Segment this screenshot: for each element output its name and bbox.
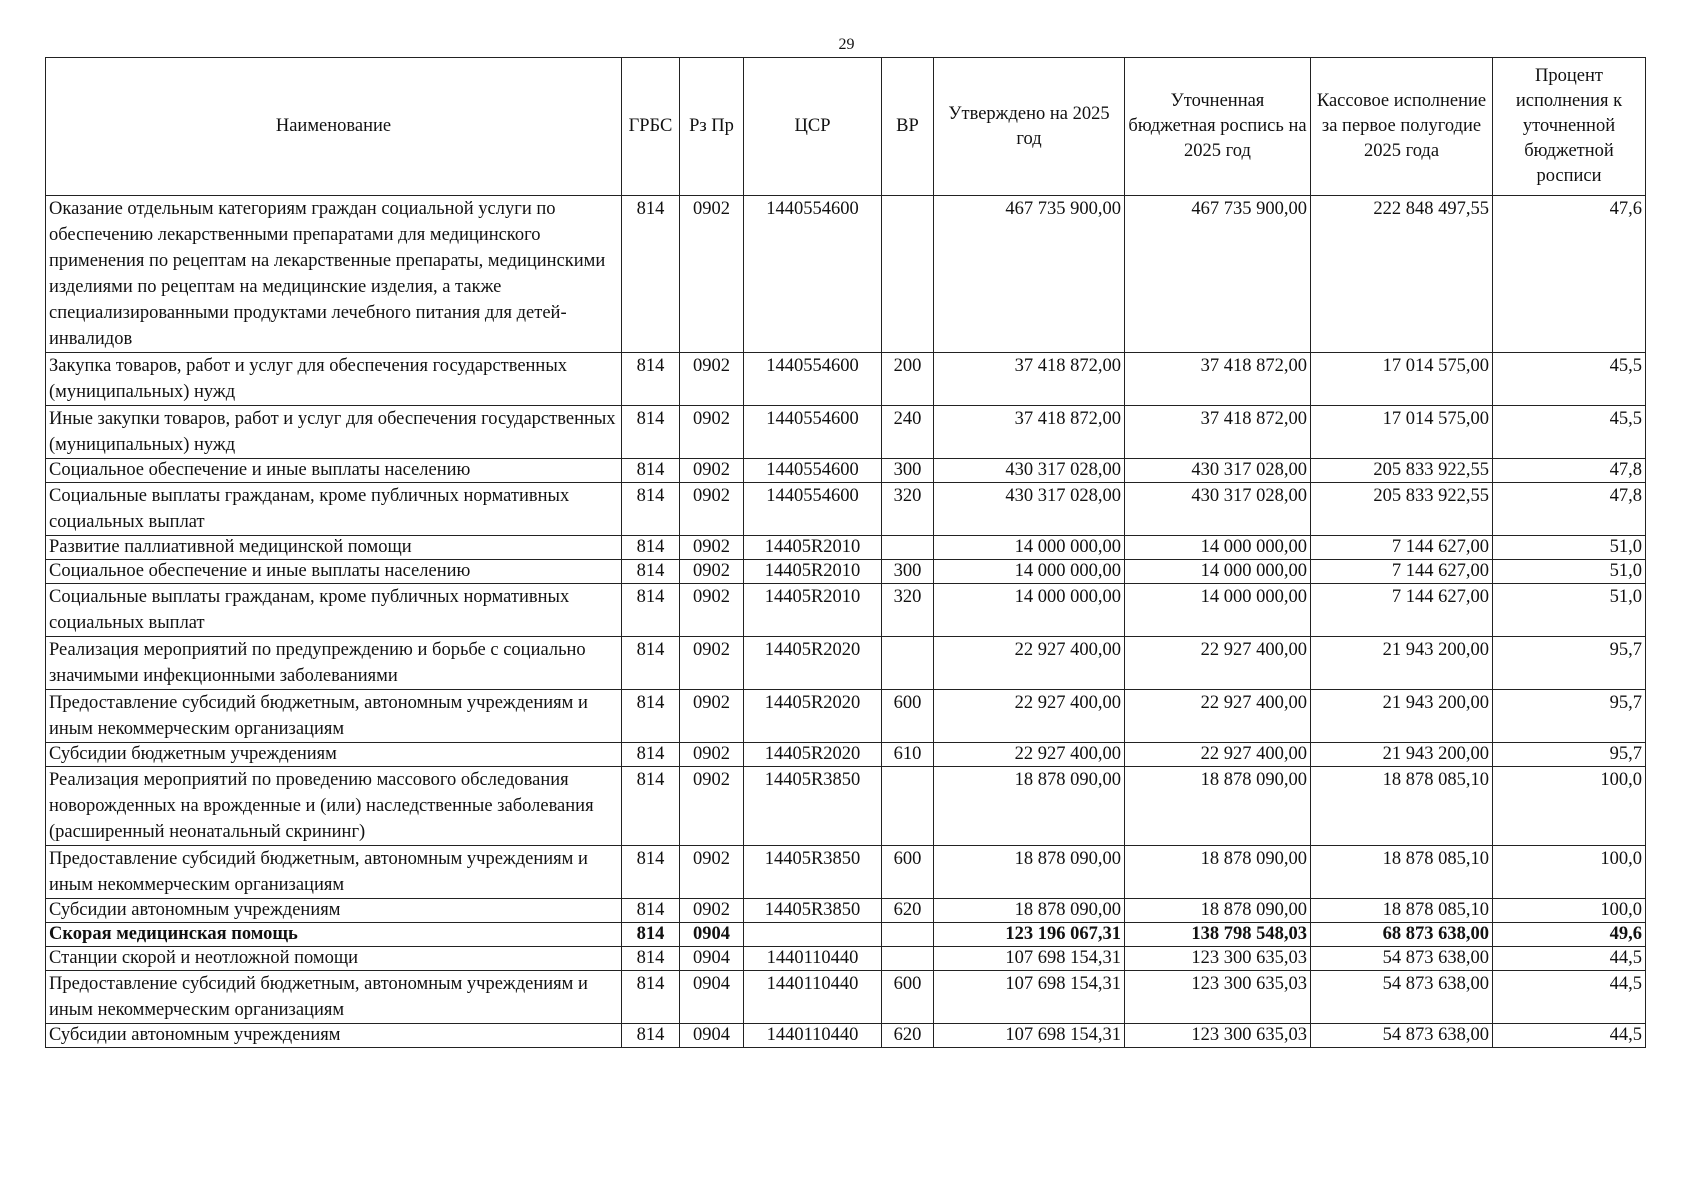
cell-approved: 14 000 000,00 xyxy=(934,536,1125,560)
table-row xyxy=(46,560,1646,584)
header-rzpr: Рз Пр xyxy=(680,58,744,196)
table-row xyxy=(46,196,1646,353)
cell-percent: 51,0 xyxy=(1493,560,1646,584)
header-csr: ЦСР xyxy=(744,58,882,196)
cell-cash: 7 144 627,00 xyxy=(1311,584,1493,637)
cell-rzpr: 0902 xyxy=(680,743,744,767)
cell-refined: 37 418 872,00 xyxy=(1125,353,1311,406)
cell-csr: 14405R2010 xyxy=(744,536,882,560)
table-row xyxy=(46,971,1646,1024)
cell-vr: 620 xyxy=(882,1024,934,1048)
cell-approved: 107 698 154,31 xyxy=(934,1024,1125,1048)
cell-vr: 610 xyxy=(882,743,934,767)
budget-execution-table xyxy=(45,57,1646,1048)
table-row xyxy=(46,459,1646,483)
cell-grbs: 814 xyxy=(622,767,680,846)
cell-cash: 18 878 085,10 xyxy=(1311,767,1493,846)
cell-refined: 138 798 548,03 xyxy=(1125,923,1311,947)
cell-percent: 95,7 xyxy=(1493,743,1646,767)
table-row xyxy=(46,584,1646,637)
cell-grbs: 814 xyxy=(622,846,680,899)
cell-cash: 7 144 627,00 xyxy=(1311,560,1493,584)
cell-cash: 17 014 575,00 xyxy=(1311,406,1493,459)
cell-refined: 22 927 400,00 xyxy=(1125,743,1311,767)
cell-grbs: 814 xyxy=(622,923,680,947)
cell-rzpr: 0902 xyxy=(680,536,744,560)
header-name: Наименование xyxy=(46,58,622,196)
cell-approved: 430 317 028,00 xyxy=(934,459,1125,483)
cell-grbs: 814 xyxy=(622,536,680,560)
cell-percent: 44,5 xyxy=(1493,1024,1646,1048)
cell-name: Субсидии автономным учреждениям xyxy=(46,1024,622,1048)
cell-approved: 14 000 000,00 xyxy=(934,584,1125,637)
cell-name: Иные закупки товаров, работ и услуг для обеспечения государственных (муниципальных) нужд xyxy=(46,406,622,459)
cell-name: Субсидии автономным учреждениям xyxy=(46,899,622,923)
cell-vr xyxy=(882,947,934,971)
cell-approved: 467 735 900,00 xyxy=(934,196,1125,353)
cell-rzpr: 0902 xyxy=(680,196,744,353)
cell-name: Станции скорой и неотложной помощи xyxy=(46,947,622,971)
cell-refined: 430 317 028,00 xyxy=(1125,483,1311,536)
cell-cash: 54 873 638,00 xyxy=(1311,1024,1493,1048)
cell-percent: 44,5 xyxy=(1493,947,1646,971)
cell-rzpr: 0902 xyxy=(680,690,744,743)
cell-vr: 320 xyxy=(882,584,934,637)
cell-grbs: 814 xyxy=(622,743,680,767)
cell-name: Субсидии бюджетным учреждениям xyxy=(46,743,622,767)
cell-cash: 18 878 085,10 xyxy=(1311,899,1493,923)
cell-rzpr: 0902 xyxy=(680,353,744,406)
cell-rzpr: 0902 xyxy=(680,459,744,483)
cell-approved: 22 927 400,00 xyxy=(934,690,1125,743)
cell-approved: 14 000 000,00 xyxy=(934,560,1125,584)
cell-cash: 18 878 085,10 xyxy=(1311,846,1493,899)
cell-grbs: 814 xyxy=(622,196,680,353)
cell-grbs: 814 xyxy=(622,584,680,637)
cell-percent: 47,6 xyxy=(1493,196,1646,353)
cell-csr: 14405R2010 xyxy=(744,560,882,584)
table-row xyxy=(46,1024,1646,1048)
cell-refined: 22 927 400,00 xyxy=(1125,637,1311,690)
cell-grbs: 814 xyxy=(622,560,680,584)
cell-percent: 51,0 xyxy=(1493,584,1646,637)
cell-vr xyxy=(882,637,934,690)
cell-rzpr: 0902 xyxy=(680,637,744,690)
cell-percent: 45,5 xyxy=(1493,406,1646,459)
cell-cash: 222 848 497,55 xyxy=(1311,196,1493,353)
cell-rzpr: 0904 xyxy=(680,971,744,1024)
header-vr: ВР xyxy=(882,58,934,196)
cell-refined: 467 735 900,00 xyxy=(1125,196,1311,353)
cell-vr: 300 xyxy=(882,459,934,483)
cell-rzpr: 0904 xyxy=(680,947,744,971)
cell-percent: 51,0 xyxy=(1493,536,1646,560)
cell-cash: 54 873 638,00 xyxy=(1311,947,1493,971)
table-row xyxy=(46,690,1646,743)
table-row xyxy=(46,637,1646,690)
cell-vr xyxy=(882,196,934,353)
table-row xyxy=(46,947,1646,971)
cell-csr: 1440554600 xyxy=(744,406,882,459)
cell-name: Социальное обеспечение и иные выплаты населению xyxy=(46,560,622,584)
header-cash: Кассовое исполнение за первое полугодие 2025 года xyxy=(1311,58,1493,196)
cell-grbs: 814 xyxy=(622,483,680,536)
cell-percent: 49,6 xyxy=(1493,923,1646,947)
cell-refined: 18 878 090,00 xyxy=(1125,767,1311,846)
cell-csr: 14405R2010 xyxy=(744,584,882,637)
cell-rzpr: 0902 xyxy=(680,584,744,637)
table-row xyxy=(46,899,1646,923)
cell-cash: 17 014 575,00 xyxy=(1311,353,1493,406)
cell-name: Социальные выплаты гражданам, кроме публичных нормативных социальных выплат xyxy=(46,584,622,637)
cell-approved: 430 317 028,00 xyxy=(934,483,1125,536)
cell-refined: 14 000 000,00 xyxy=(1125,536,1311,560)
cell-grbs: 814 xyxy=(622,459,680,483)
header-refined: Уточненная бюджетная роспись на 2025 год xyxy=(1125,58,1311,196)
cell-grbs: 814 xyxy=(622,899,680,923)
cell-rzpr: 0902 xyxy=(680,767,744,846)
cell-csr: 1440554600 xyxy=(744,353,882,406)
cell-vr: 320 xyxy=(882,483,934,536)
cell-grbs: 814 xyxy=(622,637,680,690)
cell-vr: 600 xyxy=(882,846,934,899)
cell-vr: 620 xyxy=(882,899,934,923)
cell-refined: 123 300 635,03 xyxy=(1125,1024,1311,1048)
cell-name: Реализация мероприятий по предупреждению и борьбе с социально значимыми инфекционными заболеваниями xyxy=(46,637,622,690)
cell-rzpr: 0902 xyxy=(680,899,744,923)
cell-vr xyxy=(882,536,934,560)
table-row xyxy=(46,923,1646,947)
cell-vr: 200 xyxy=(882,353,934,406)
cell-rzpr: 0904 xyxy=(680,1024,744,1048)
cell-cash: 21 943 200,00 xyxy=(1311,743,1493,767)
cell-approved: 107 698 154,31 xyxy=(934,947,1125,971)
cell-csr: 1440554600 xyxy=(744,196,882,353)
cell-vr: 240 xyxy=(882,406,934,459)
cell-refined: 14 000 000,00 xyxy=(1125,584,1311,637)
table-row xyxy=(46,406,1646,459)
cell-csr: 1440554600 xyxy=(744,459,882,483)
cell-percent: 100,0 xyxy=(1493,899,1646,923)
cell-vr: 300 xyxy=(882,560,934,584)
cell-percent: 100,0 xyxy=(1493,767,1646,846)
cell-approved: 22 927 400,00 xyxy=(934,743,1125,767)
cell-percent: 100,0 xyxy=(1493,846,1646,899)
cell-cash: 68 873 638,00 xyxy=(1311,923,1493,947)
cell-cash: 7 144 627,00 xyxy=(1311,536,1493,560)
cell-grbs: 814 xyxy=(622,406,680,459)
table-row xyxy=(46,846,1646,899)
cell-vr xyxy=(882,767,934,846)
cell-cash: 21 943 200,00 xyxy=(1311,637,1493,690)
cell-refined: 123 300 635,03 xyxy=(1125,947,1311,971)
cell-name: Социальное обеспечение и иные выплаты населению xyxy=(46,459,622,483)
cell-percent: 95,7 xyxy=(1493,637,1646,690)
cell-csr: 1440110440 xyxy=(744,947,882,971)
cell-rzpr: 0904 xyxy=(680,923,744,947)
page-number: 29 xyxy=(838,36,855,53)
cell-refined: 18 878 090,00 xyxy=(1125,899,1311,923)
cell-cash: 205 833 922,55 xyxy=(1311,483,1493,536)
cell-rzpr: 0902 xyxy=(680,846,744,899)
cell-name: Социальные выплаты гражданам, кроме публичных нормативных социальных выплат xyxy=(46,483,622,536)
table-row xyxy=(46,767,1646,846)
cell-approved: 37 418 872,00 xyxy=(934,353,1125,406)
cell-refined: 22 927 400,00 xyxy=(1125,690,1311,743)
cell-csr: 1440110440 xyxy=(744,1024,882,1048)
cell-cash: 205 833 922,55 xyxy=(1311,459,1493,483)
cell-vr: 600 xyxy=(882,971,934,1024)
cell-csr: 14405R2020 xyxy=(744,637,882,690)
cell-refined: 430 317 028,00 xyxy=(1125,459,1311,483)
cell-csr: 14405R3850 xyxy=(744,767,882,846)
cell-approved: 18 878 090,00 xyxy=(934,846,1125,899)
cell-cash: 54 873 638,00 xyxy=(1311,971,1493,1024)
cell-grbs: 814 xyxy=(622,971,680,1024)
cell-vr xyxy=(882,923,934,947)
table-body xyxy=(46,196,1646,1048)
table-row xyxy=(46,743,1646,767)
cell-name: Закупка товаров, работ и услуг для обеспечения государственных (муниципальных) нужд xyxy=(46,353,622,406)
cell-csr: 14405R3850 xyxy=(744,899,882,923)
cell-refined: 123 300 635,03 xyxy=(1125,971,1311,1024)
cell-grbs: 814 xyxy=(622,1024,680,1048)
cell-name: Предоставление субсидий бюджетным, автономным учреждениям и иным некоммерческим организациям xyxy=(46,690,622,743)
cell-percent: 47,8 xyxy=(1493,483,1646,536)
cell-name: Предоставление субсидий бюджетным, автономным учреждениям и иным некоммерческим организациям xyxy=(46,846,622,899)
cell-refined: 14 000 000,00 xyxy=(1125,560,1311,584)
cell-refined: 37 418 872,00 xyxy=(1125,406,1311,459)
cell-name: Скорая медицинская помощь xyxy=(46,923,622,947)
table-header-row xyxy=(46,58,1646,196)
cell-csr: 14405R3850 xyxy=(744,846,882,899)
cell-rzpr: 0902 xyxy=(680,406,744,459)
cell-cash: 21 943 200,00 xyxy=(1311,690,1493,743)
cell-csr: 14405R2020 xyxy=(744,690,882,743)
cell-percent: 95,7 xyxy=(1493,690,1646,743)
cell-csr: 1440110440 xyxy=(744,971,882,1024)
cell-grbs: 814 xyxy=(622,690,680,743)
cell-csr: 14405R2020 xyxy=(744,743,882,767)
cell-grbs: 814 xyxy=(622,947,680,971)
cell-approved: 18 878 090,00 xyxy=(934,767,1125,846)
cell-approved: 22 927 400,00 xyxy=(934,637,1125,690)
header-percent: Процент исполнения к уточненной бюджетной росписи xyxy=(1493,58,1646,196)
cell-csr xyxy=(744,923,882,947)
header-grbs: ГРБС xyxy=(622,58,680,196)
cell-refined: 18 878 090,00 xyxy=(1125,846,1311,899)
cell-name: Реализация мероприятий по проведению массового обследования новорожденных на врожденные и (или) наследственные заболевания (расширенный неонатальный скрининг) xyxy=(46,767,622,846)
cell-percent: 44,5 xyxy=(1493,971,1646,1024)
cell-rzpr: 0902 xyxy=(680,560,744,584)
cell-name: Оказание отдельным категориям граждан социальной услуги по обеспечению лекарственными препаратами для медицинского применения по рецептам на лекарственные препараты, медицинскими изделиями по рецептам на медицинские изделия, а также специализированными продуктами лечебного питания для детей-инвалидов xyxy=(46,196,622,353)
table-row xyxy=(46,353,1646,406)
cell-rzpr: 0902 xyxy=(680,483,744,536)
cell-approved: 37 418 872,00 xyxy=(934,406,1125,459)
header-approved: Утверждено на 2025 год xyxy=(934,58,1125,196)
cell-name: Предоставление субсидий бюджетным, автономным учреждениям и иным некоммерческим организациям xyxy=(46,971,622,1024)
cell-csr: 1440554600 xyxy=(744,483,882,536)
cell-approved: 18 878 090,00 xyxy=(934,899,1125,923)
cell-approved: 107 698 154,31 xyxy=(934,971,1125,1024)
cell-percent: 45,5 xyxy=(1493,353,1646,406)
cell-percent: 47,8 xyxy=(1493,459,1646,483)
cell-approved: 123 196 067,31 xyxy=(934,923,1125,947)
table-row xyxy=(46,536,1646,560)
table-row xyxy=(46,483,1646,536)
cell-vr: 600 xyxy=(882,690,934,743)
cell-name: Развитие паллиативной медицинской помощи xyxy=(46,536,622,560)
cell-grbs: 814 xyxy=(622,353,680,406)
